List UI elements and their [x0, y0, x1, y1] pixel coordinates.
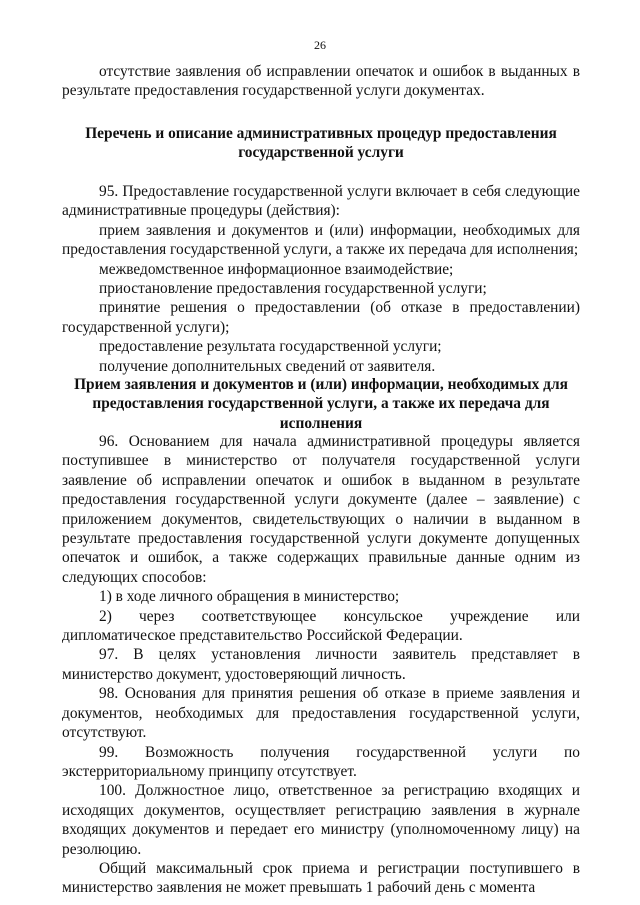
section-reception — [62, 432, 580, 898]
list-item-result: предоставление результата государственной услуги; — [99, 338, 442, 356]
paragraph-96: 96. Основанием для начала административной процедуры является поступившее в министерство от получателя государственной услуги заявление об исправлении опечаток и ошибок в выданном в результате предоставления государственной услуги документе (далее – заявление) с приложением документов, свидетельствующих о наличии в выданном в результате предоставления государственной услуги документе допущенных опечаток и ошибок, а также содержащих правильные данные одним из следующих способов: — [62, 433, 580, 586]
paragraph-95: 95. Предоставление государственной услуги включает в себя следующие административные процедуры (действия): — [62, 183, 580, 220]
section-heading-procedures — [62, 124, 580, 163]
paragraph-97: 97. В целях установления личности заявитель представляет в министерство документ, удостоверяющий личность. — [62, 646, 580, 683]
paragraph-99: 99. Возможность получения государственной услуги по экстерриториальному принципу отсутствует. — [62, 743, 580, 780]
list-item-interaction: межведомственное информационное взаимодействие; — [99, 260, 454, 278]
method-item-2: 2) через соответствующее консульское учреждение или дипломатическое представительство Российской Федерации. — [62, 607, 580, 645]
list-item-additional-info: получение дополнительных сведений от заявителя. — [99, 357, 436, 375]
heading-reception: Прием заявления и документов и (или) информации, необходимых для предоставления государственной услуги, а также их передача для исполнения — [74, 376, 568, 432]
section-heading-reception — [62, 375, 580, 433]
list-item-reception: прием заявления и документов и (или) информации, необходимых для предоставления государственной услуги, а также их передача для исполнения; — [62, 221, 580, 259]
method-item-1: 1) в ходе личного обращения в министерство; — [99, 588, 400, 606]
intro-paragraph: отсутствие заявления об исправлении опечаток и ошибок в выданных в результате предоставления государственной услуги документах. — [62, 63, 580, 100]
heading-procedures: Перечень и описание административных процедур предоставления государственной услуги — [85, 125, 557, 162]
section-procedures — [62, 182, 580, 376]
page-number: 26 — [314, 38, 326, 52]
paragraph-98: 98. Основания для принятия решения об отказе в приеме заявления и документов, необходимых для предоставления государственной услуги, отсутствуют. — [62, 685, 580, 742]
intro-block — [62, 62, 580, 101]
paragraph-100: 100. Должностное лицо, ответственное за регистрацию входящих и исходящих документов, осуществляет регистрацию заявления в журнале входящих документов и передает его министру (уполномоченному лицу) на резолюцию. — [62, 782, 580, 858]
list-item-suspension: приостановление предоставления государственной услуги; — [99, 280, 487, 298]
list-item-decision: принятие решения о предоставлении (об отказе в предоставлении) государственной услуги); — [62, 299, 580, 336]
paragraph-max-term: Общий максимальный срок приема и регистрации поступившего в министерство заявления не может превышать 1 рабочий день с момента — [62, 859, 580, 897]
